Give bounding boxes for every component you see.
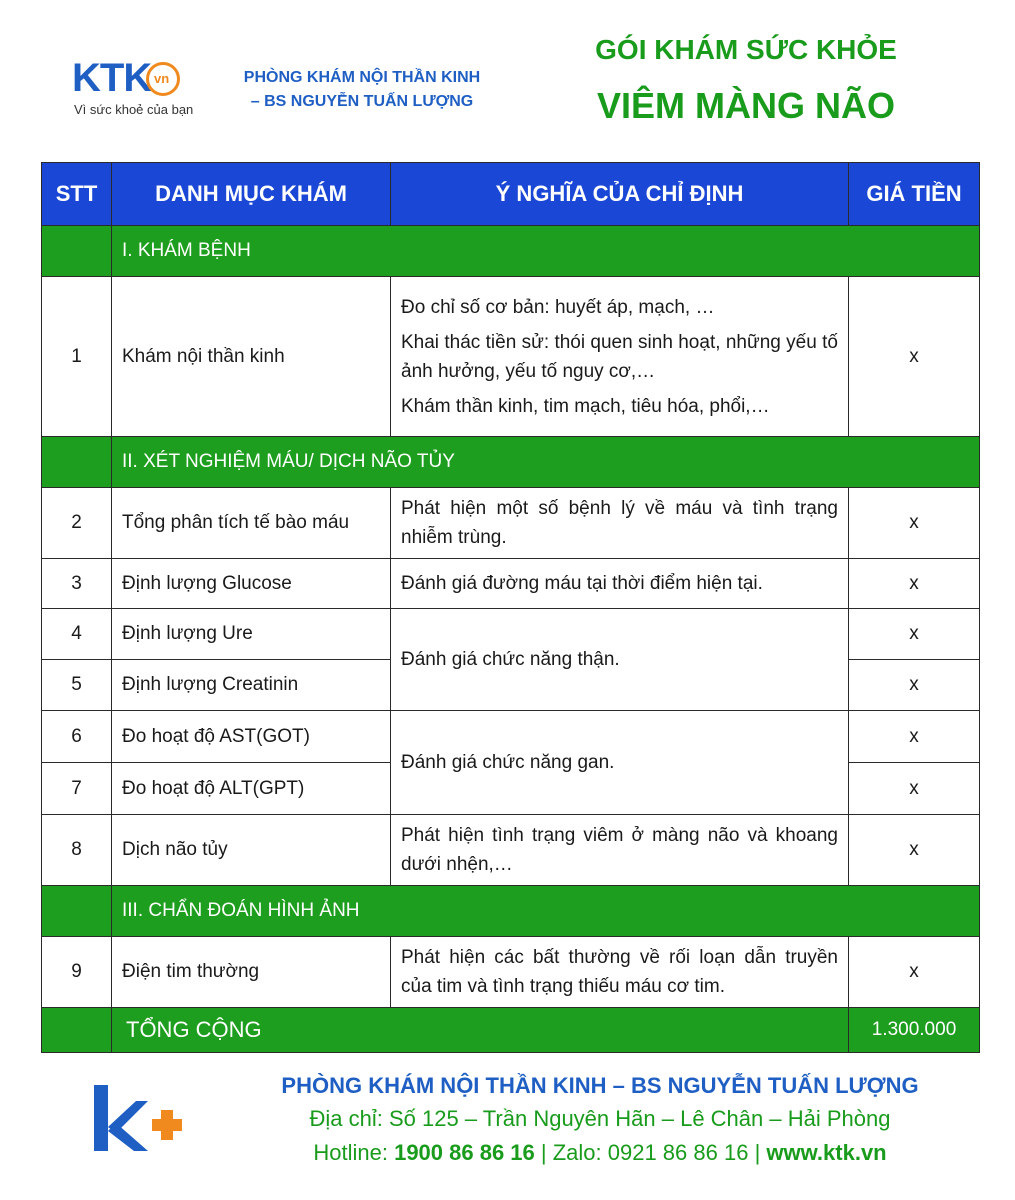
clinic-heading-line2: – BS NGUYỄN TUẤN LƯỢNG	[250, 93, 474, 110]
section-title: I. KHÁM BỆNH	[112, 226, 980, 277]
row-stt: 6	[42, 711, 112, 763]
row-stt: 5	[42, 660, 112, 711]
row-stt: 9	[42, 937, 112, 1008]
row-meaning	[391, 277, 849, 437]
row-price: x	[849, 763, 980, 815]
footer-address: Địa chỉ: Số 125 – Trần Nguyên Hãn – Lê Chân – Hải Phòng	[309, 1106, 891, 1131]
clinic-heading	[212, 66, 512, 114]
logo-slogan: Vì sức khoẻ của bạn	[74, 102, 194, 117]
row-stt: 8	[42, 815, 112, 886]
row-price: x	[849, 660, 980, 711]
row-price: x	[849, 559, 980, 609]
row-name: Đo hoạt độ ALT(GPT)	[112, 763, 391, 815]
hotline-label: Hotline:	[313, 1140, 395, 1165]
section-row	[42, 226, 980, 277]
footer-info	[240, 1070, 960, 1170]
row-meaning: Đánh giá chức năng thận.	[391, 609, 849, 711]
section-row	[42, 886, 980, 937]
row-price: x	[849, 815, 980, 886]
k-plus-logo	[92, 1083, 184, 1153]
exam-package-table	[41, 162, 980, 1053]
table-row	[42, 815, 980, 886]
col-header-meaning: Ý NGHĨA CỦA CHỈ ĐỊNH	[391, 163, 849, 226]
ktk-logo	[72, 56, 192, 126]
footer-contact	[240, 1136, 960, 1170]
section-title: II. XÉT NGHIỆM MÁU/ DỊCH NÃO TỦY	[112, 437, 980, 488]
row-name: Tổng phân tích tế bào máu	[112, 488, 391, 559]
total-row	[42, 1008, 980, 1053]
row-name: Định lượng Ure	[112, 609, 391, 660]
row-meaning: Đánh giá chức năng gan.	[391, 711, 849, 815]
row-name: Định lượng Creatinin	[112, 660, 391, 711]
row-price: x	[849, 711, 980, 763]
row-stt: 1	[42, 277, 112, 437]
package-title	[566, 30, 926, 130]
ktk-logo-badge	[146, 62, 180, 96]
row-price: x	[849, 488, 980, 559]
row-name: Đo hoạt độ AST(GOT)	[112, 711, 391, 763]
table-row	[42, 559, 980, 609]
section-title: III. CHẨN ĐOÁN HÌNH ẢNH	[112, 886, 980, 937]
total-label: TỔNG CỘNG	[112, 1008, 849, 1053]
website-link[interactable]: www.ktk.vn	[766, 1140, 887, 1165]
row-stt: 4	[42, 609, 112, 660]
row-name: Dịch não tủy	[112, 815, 391, 886]
package-title-line2: VIÊM MÀNG NÃO	[596, 85, 895, 126]
separator: |	[748, 1140, 767, 1165]
meaning-line: Đo chỉ số cơ bản: huyết áp, mạch, …	[401, 296, 715, 318]
clinic-heading-line1: PHÒNG KHÁM NỘI THẦN KINH	[243, 69, 481, 86]
col-header-item: DANH MỤC KHÁM	[112, 163, 391, 226]
table-row	[42, 937, 980, 1008]
ktk-logo-letters: KTK	[72, 56, 152, 100]
section-row	[42, 437, 980, 488]
separator: |	[534, 1140, 553, 1165]
row-stt: 7	[42, 763, 112, 815]
meaning-line: Khai thác tiền sử: thói quen sinh hoạt, những yếu tố ảnh hưởng, yếu tố nguy cơ,…	[401, 331, 838, 382]
row-meaning: Phát hiện một số bệnh lý về máu và tình trạng nhiễm trùng.	[391, 488, 849, 559]
ktk-logo-badge-text: vn	[154, 71, 170, 86]
row-meaning: Phát hiện các bất thường về rối loạn dẫn truyền của tim và tình trạng thiếu máu cơ tim.	[391, 937, 849, 1008]
total-value: 1.300.000	[849, 1008, 980, 1053]
package-title-line1: GÓI KHÁM SỨC KHỎE	[595, 34, 897, 65]
row-name: Khám nội thần kinh	[112, 277, 391, 437]
zalo-contact: Zalo: 0921 86 86 16	[552, 1140, 749, 1165]
col-header-price: GIÁ TIỀN	[849, 163, 980, 226]
footer-clinic-name: PHÒNG KHÁM NỘI THẦN KINH – BS NGUYỄN TUẤN LƯỢNG	[281, 1073, 919, 1098]
col-header-stt: STT	[42, 163, 112, 226]
table-row	[42, 609, 980, 660]
row-price: x	[849, 277, 980, 437]
row-name: Điện tim thường	[112, 937, 391, 1008]
table-header-row	[42, 163, 980, 226]
table-row	[42, 711, 980, 763]
hotline-number: 1900 86 86 16	[394, 1140, 535, 1165]
row-price: x	[849, 937, 980, 1008]
row-meaning: Phát hiện tình trạng viêm ở màng não và khoang dưới nhện,…	[391, 815, 849, 886]
row-stt: 3	[42, 559, 112, 609]
ktk-logo-text	[72, 56, 151, 100]
table-row	[42, 488, 980, 559]
row-price: x	[849, 609, 980, 660]
row-meaning: Đánh giá đường máu tại thời điểm hiện tại.	[391, 559, 849, 609]
table-row	[42, 277, 980, 437]
row-name: Định lượng Glucose	[112, 559, 391, 609]
row-stt: 2	[42, 488, 112, 559]
meaning-line: Khám thần kinh, tim mạch, tiêu hóa, phổi,…	[401, 395, 770, 417]
